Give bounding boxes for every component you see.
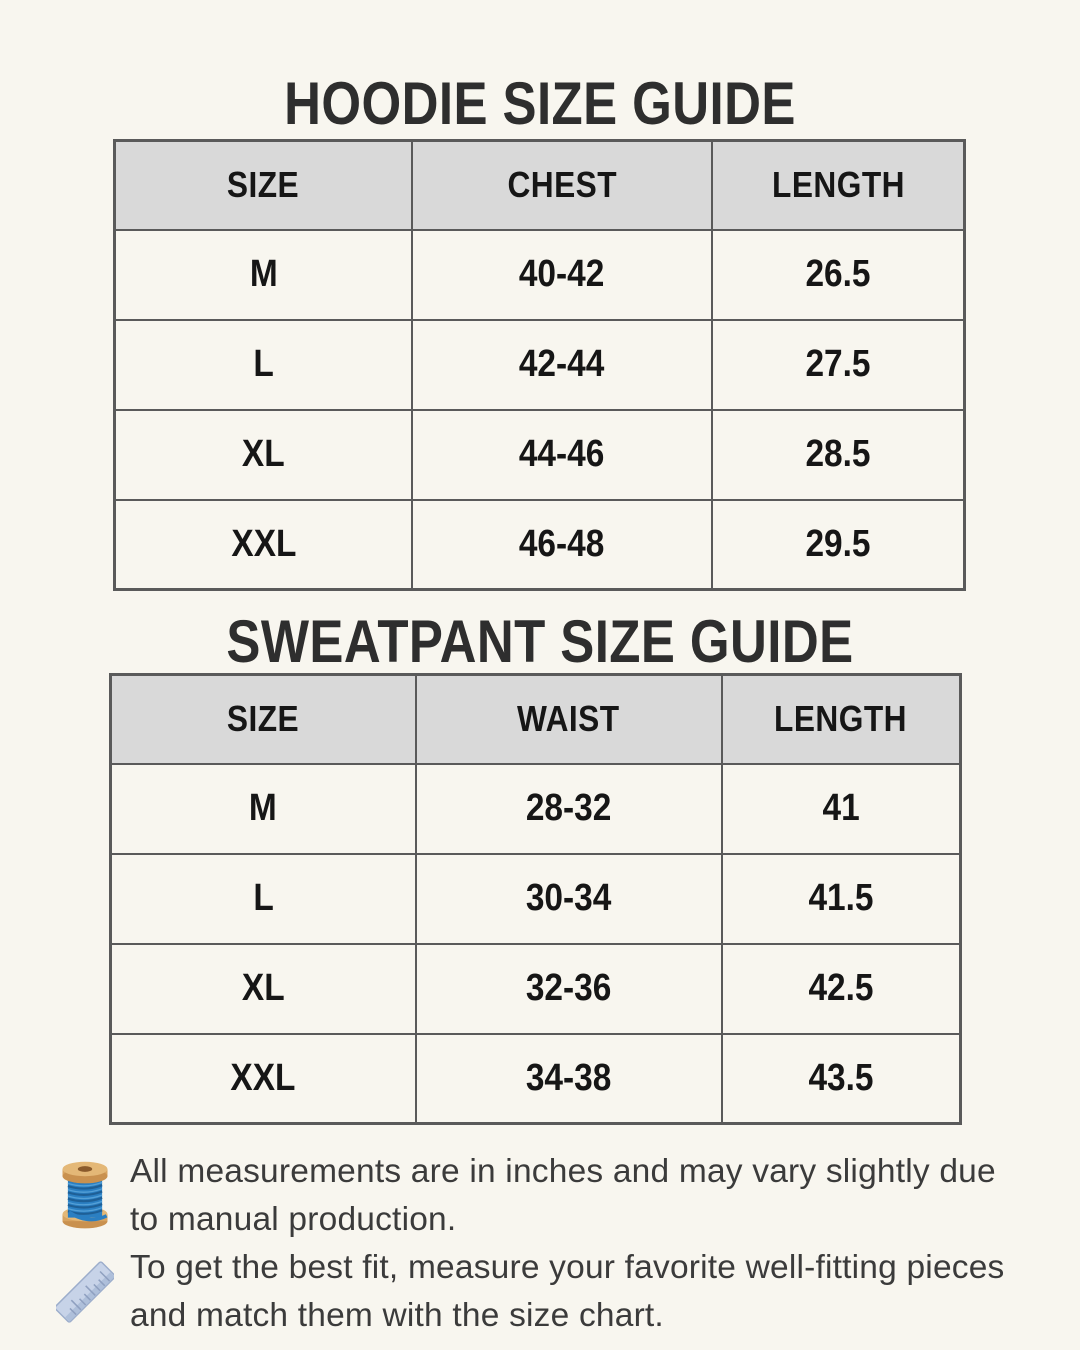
table-row [111, 944, 961, 1034]
cell-size: XXL [111, 1034, 416, 1124]
table-row [111, 854, 961, 944]
table-row [111, 1034, 961, 1124]
cell-waist: 34-38 [416, 1034, 722, 1124]
table-row [115, 320, 965, 410]
header-cell-chest: CHEST [412, 141, 712, 230]
cell-length: 41 [722, 764, 961, 854]
table-header-row [111, 675, 961, 764]
footer-notes [56, 1148, 1020, 1340]
cell-length: 43.5 [722, 1034, 961, 1124]
cell-waist: 32-36 [416, 944, 722, 1034]
cell-length: 28.5 [712, 410, 964, 500]
cell-length: 42.5 [722, 944, 961, 1034]
header-cell-length: LENGTH [712, 141, 964, 230]
table-header-row [115, 141, 965, 230]
table-row [115, 230, 965, 320]
cell-size: XL [111, 944, 416, 1034]
cell-length: 29.5 [712, 500, 964, 590]
cell-size: M [111, 764, 416, 854]
cell-size: XXL [115, 500, 413, 590]
cell-size: L [115, 320, 413, 410]
cell-chest: 46-48 [412, 500, 712, 590]
sweatpant-size-table [109, 673, 962, 1125]
cell-chest: 44-46 [412, 410, 712, 500]
cell-length: 26.5 [712, 230, 964, 320]
header-cell-waist: WAIST [416, 675, 722, 764]
hoodie-size-table [113, 139, 966, 591]
cell-size: XL [115, 410, 413, 500]
hoodie-guide-title: HOODIE SIZE GUIDE [284, 70, 796, 137]
header-cell-length: LENGTH [722, 675, 961, 764]
header-cell-size: SIZE [115, 141, 413, 230]
cell-chest: 42-44 [412, 320, 712, 410]
note-text: All measurements are in inches and may vary slightly due to manual production. [130, 1153, 996, 1238]
ruler-icon [56, 1259, 114, 1325]
thread-spool-icon [56, 1161, 114, 1231]
cell-waist: 30-34 [416, 854, 722, 944]
note-text: To get the best fit, measure your favorite well-fitting pieces and match them with the size chart. [130, 1249, 1005, 1334]
cell-size: M [115, 230, 413, 320]
cell-chest: 40-42 [412, 230, 712, 320]
cell-waist: 28-32 [416, 764, 722, 854]
table-row [115, 410, 965, 500]
table-row [111, 764, 961, 854]
cell-size: L [111, 854, 416, 944]
note-measurements [56, 1148, 1020, 1244]
sweatpant-guide-title: SWEATPANT SIZE GUIDE [226, 608, 854, 675]
header-cell-size: SIZE [111, 675, 416, 764]
cell-length: 27.5 [712, 320, 964, 410]
table-row [115, 500, 965, 590]
note-fit [56, 1244, 1020, 1340]
cell-length: 41.5 [722, 854, 961, 944]
